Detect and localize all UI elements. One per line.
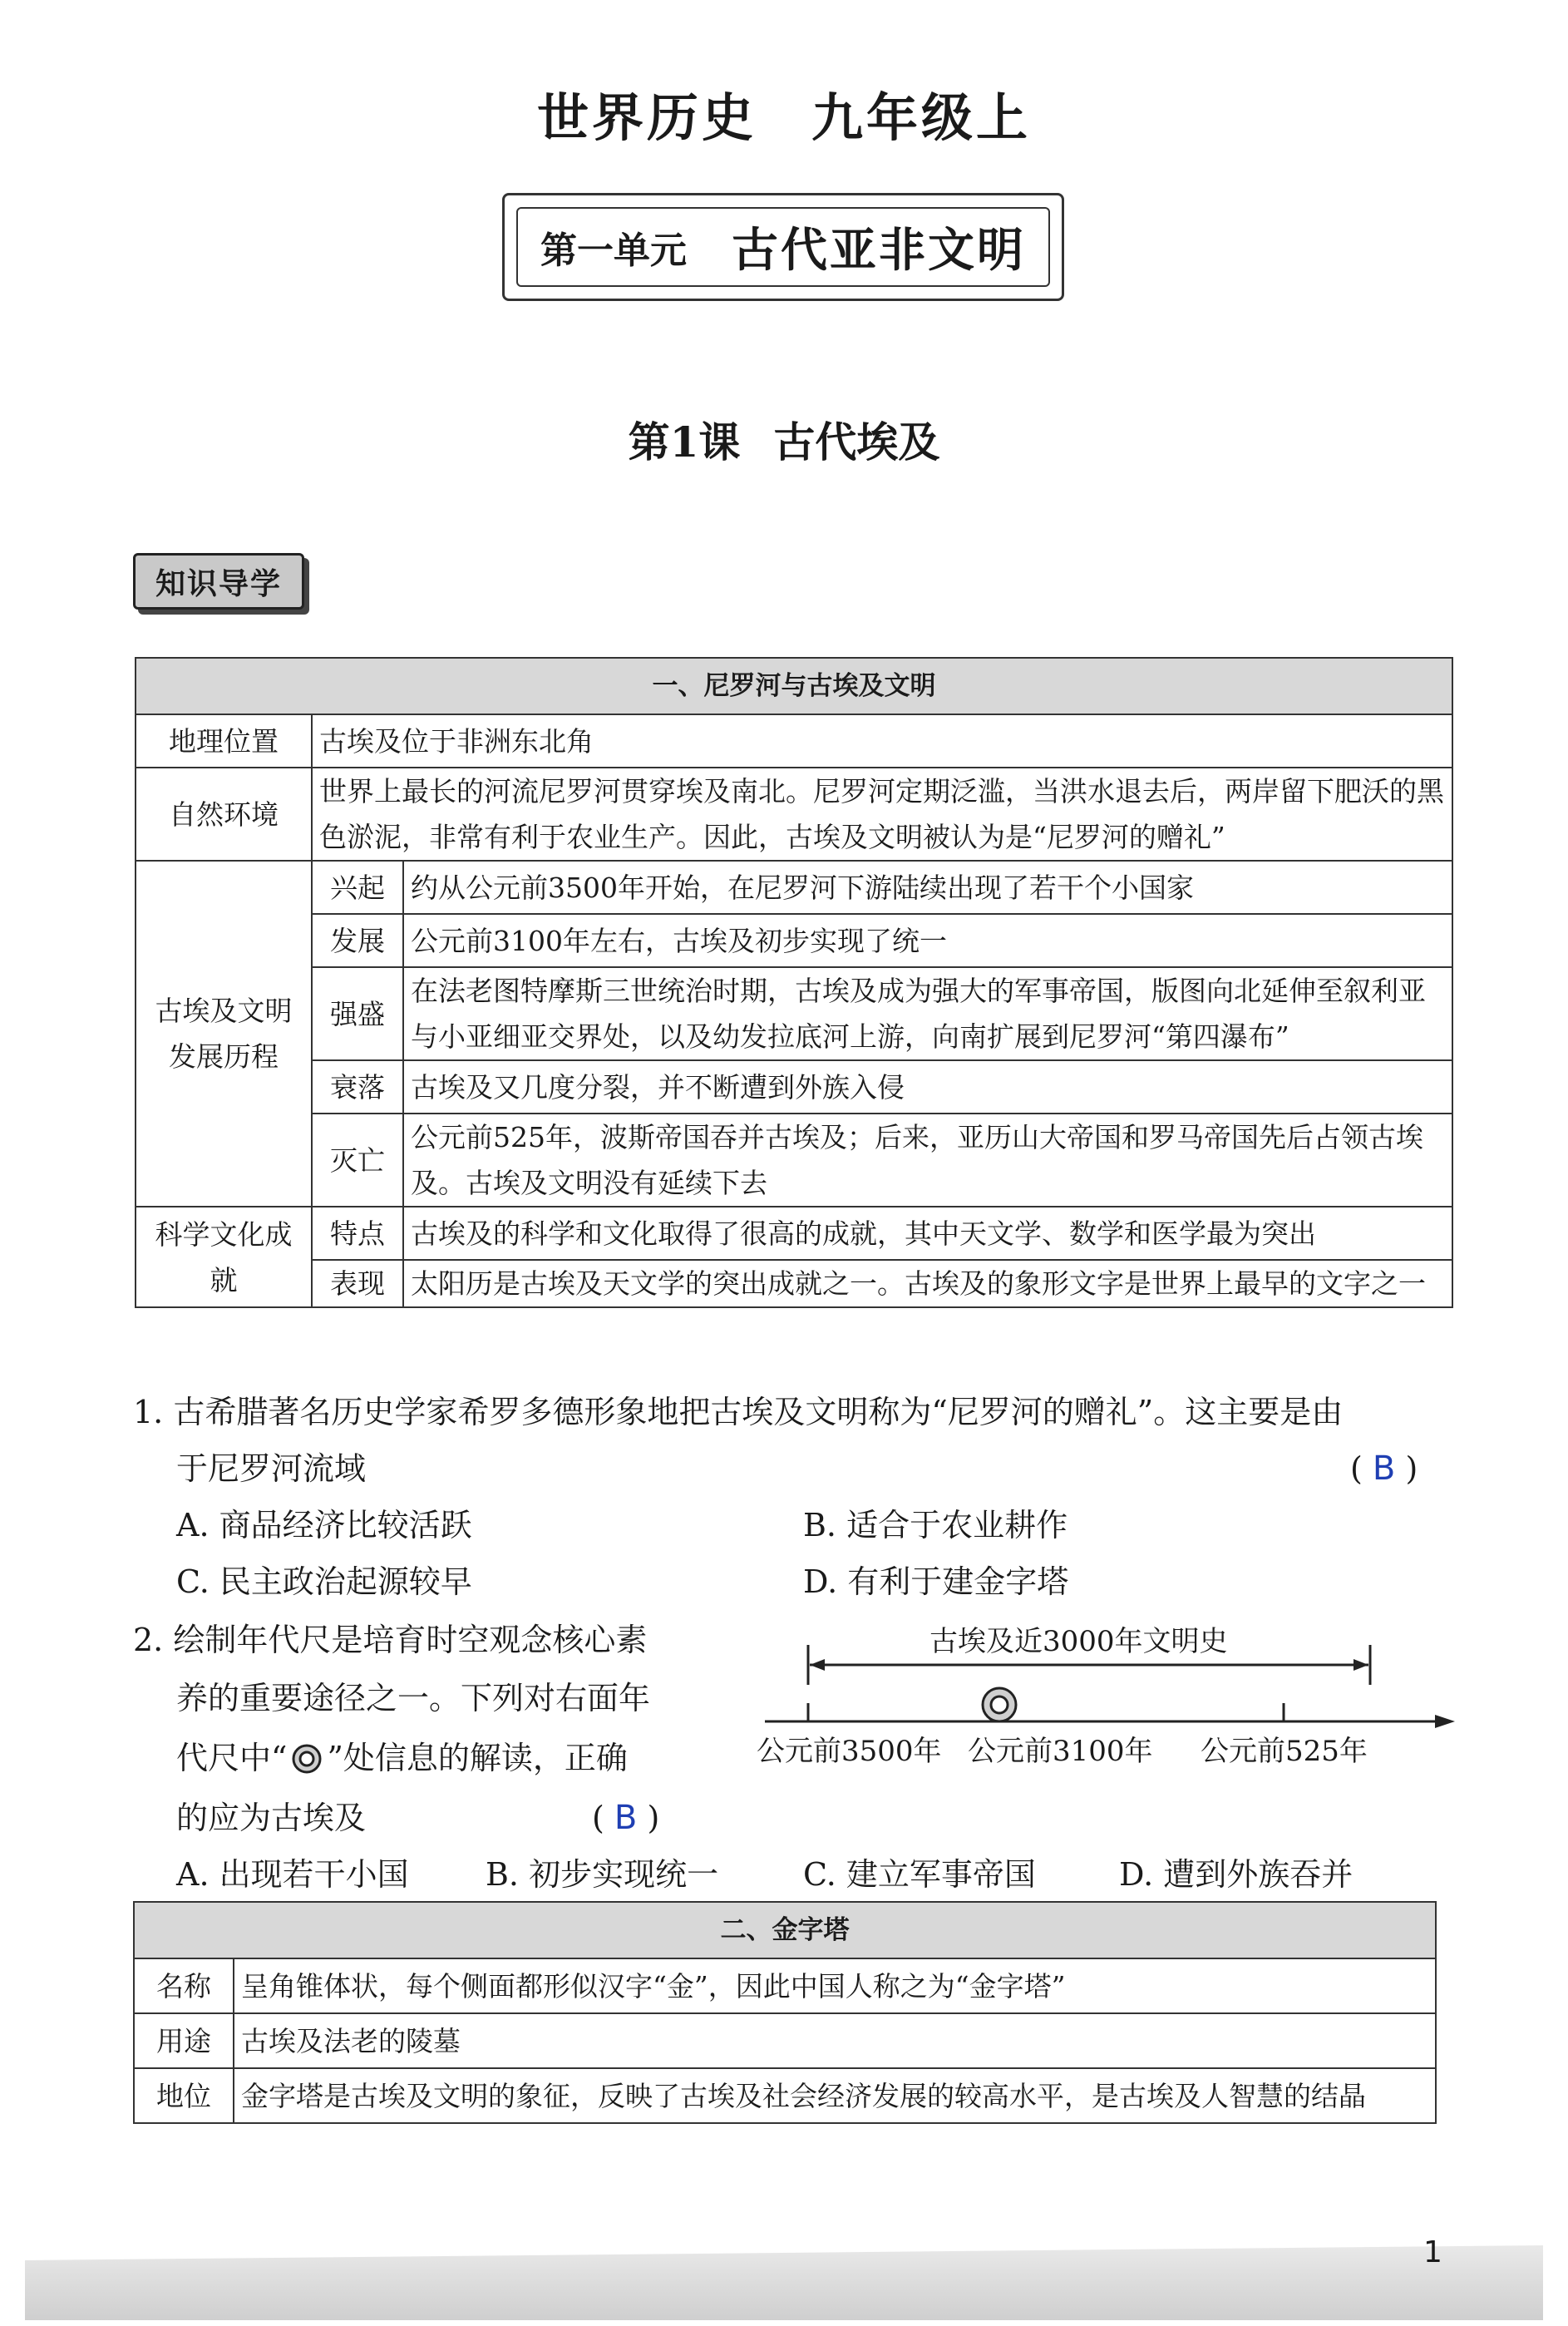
table2-heading: 二、金字塔: [134, 1902, 1436, 1958]
q1-option-a: A. 商品经济比较活跃: [176, 1507, 472, 1543]
q1-stem-line1: 1. 古希腊著名历史学家希罗多德形象地把古埃及文明称为“尼罗河的赠礼”。这主要是由: [133, 1394, 1344, 1430]
unit-name: 古代亚非文明: [732, 223, 1026, 278]
table1-heading: 一、尼罗河与古埃及文明: [136, 658, 1452, 714]
book-title: 世界历史 九年级上: [536, 87, 1031, 148]
target-circle-icon: [287, 1742, 327, 1775]
stage-label: 兴起: [312, 861, 403, 914]
q2-stem-line3: [176, 1740, 628, 1776]
pyramid-row-label: 地位: [134, 2068, 234, 2123]
q2-stem-line3b: ”处信息的解读，正确: [327, 1740, 628, 1776]
q1-stem-line2: 于尼罗河流域: [176, 1450, 367, 1487]
q2-answer: B: [614, 1799, 638, 1837]
geo-text: 古埃及位于非洲东北角: [312, 714, 1452, 768]
stage-label: 强盛: [312, 967, 403, 1060]
stage-label: 灭亡: [312, 1114, 403, 1207]
science-stage-label: 表现: [312, 1260, 403, 1307]
lesson-name: 古代埃及: [773, 417, 940, 467]
pyramid-row-label: 用途: [134, 2013, 234, 2068]
q2-option-d: D. 遭到外族吞并: [1119, 1856, 1354, 1893]
pyramid-row-text: 呈角锥体状，每个侧面都形似汉字“金”，因此中国人称之为“金字塔”: [234, 1958, 1436, 2013]
q2-stem-line1: 2. 绘制年代尺是培育时空观念核心素: [133, 1622, 648, 1658]
timeline-label-3100: 公元前3100年: [968, 1735, 1153, 1768]
science-stage-label: 特点: [312, 1207, 403, 1260]
timeline-label-3500: 公元前3500年: [757, 1735, 942, 1768]
q1-option-c: C. 民主政治起源较早: [176, 1563, 472, 1600]
nile-civilization-table: [135, 657, 1453, 1308]
nature-label: 自然环境: [136, 768, 312, 861]
q2-option-b: B. 初步实现统一: [486, 1856, 719, 1893]
science-label: 科学文化成就: [136, 1207, 312, 1307]
stage-label: 发展: [312, 914, 403, 967]
pyramid-row-text: 金字塔是古埃及文明的象征，反映了古埃及社会经济发展的较高水平，是古埃及人智慧的结晶: [234, 2068, 1436, 2123]
pyramid-row-text: 古埃及法老的陵墓: [234, 2013, 1436, 2068]
unit-title-box: [502, 193, 1064, 301]
stage-text: 在法老图特摩斯三世统治时期，古埃及成为强大的军事帝国，版图向北延伸至叙利亚与小亚细亚交界处，以及幼发拉底河上游，向南扩展到尼罗河“第四瀑布”: [403, 967, 1452, 1060]
q2-option-c: C. 建立军事帝国: [803, 1856, 1036, 1893]
stage-label: 衰落: [312, 1060, 403, 1114]
q2-answer-bracket: ( B ): [592, 1799, 660, 1837]
geo-label: 地理位置: [136, 714, 312, 768]
lesson-number: 第1课: [628, 417, 741, 467]
q2-stem-line2: 养的重要途径之一。下列对右面年: [176, 1680, 651, 1716]
q1-answer-bracket: ( B ): [1350, 1449, 1418, 1488]
lesson-title: [0, 409, 1568, 469]
stage-text: 古埃及又几度分裂，并不断遭到外族入侵: [403, 1060, 1452, 1114]
q2-stem-line4: 的应为古埃及: [176, 1800, 367, 1836]
stage-text: 公元前525年，波斯帝国吞并古埃及；后来，亚历山大帝国和罗马帝国先后占领古埃及。古埃及文明没有延续下去: [403, 1114, 1452, 1207]
q1-option-b: B. 适合于农业耕作: [803, 1507, 1068, 1543]
pyramid-row-label: 名称: [134, 1958, 234, 2013]
nature-text: 世界上最长的河流尼罗河贯穿埃及南北。尼罗河定期泛滥，当洪水退去后，两岸留下肥沃的黑色淤泥，非常有利于农业生产。因此，古埃及文明被认为是“尼罗河的赠礼”: [312, 768, 1452, 861]
footer-band: [25, 2245, 1543, 2320]
page-number: 1: [1423, 2235, 1442, 2269]
pyramid-table: [133, 1901, 1437, 2124]
stage-text: 约从公元前3500年开始，在尼罗河下游陆续出现了若干个小国家: [403, 861, 1452, 914]
timeline-label-525: 公元前525年: [1201, 1735, 1368, 1768]
section-tag: 知识导学: [133, 553, 304, 610]
q1-option-d: D. 有利于建金字塔: [803, 1563, 1069, 1600]
q2-option-a: A. 出现若干小国: [176, 1856, 409, 1893]
timeline-span-label: 古埃及近3000年文明史: [929, 1625, 1228, 1658]
science-stage-text: 古埃及的科学和文化取得了很高的成就，其中天文学、数学和医学最为突出: [403, 1207, 1452, 1260]
q2-stem-line3a: 代尺中“: [176, 1740, 288, 1776]
unit-label: 第一单元: [540, 230, 687, 272]
q1-answer: B: [1372, 1449, 1396, 1488]
history-label: 古埃及文明发展历程: [136, 861, 312, 1207]
science-stage-text: 太阳历是古埃及天文学的突出成就之一。古埃及的象形文字是世界上最早的文字之一: [403, 1260, 1452, 1307]
stage-text: 公元前3100年左右，古埃及初步实现了统一: [403, 914, 1452, 967]
